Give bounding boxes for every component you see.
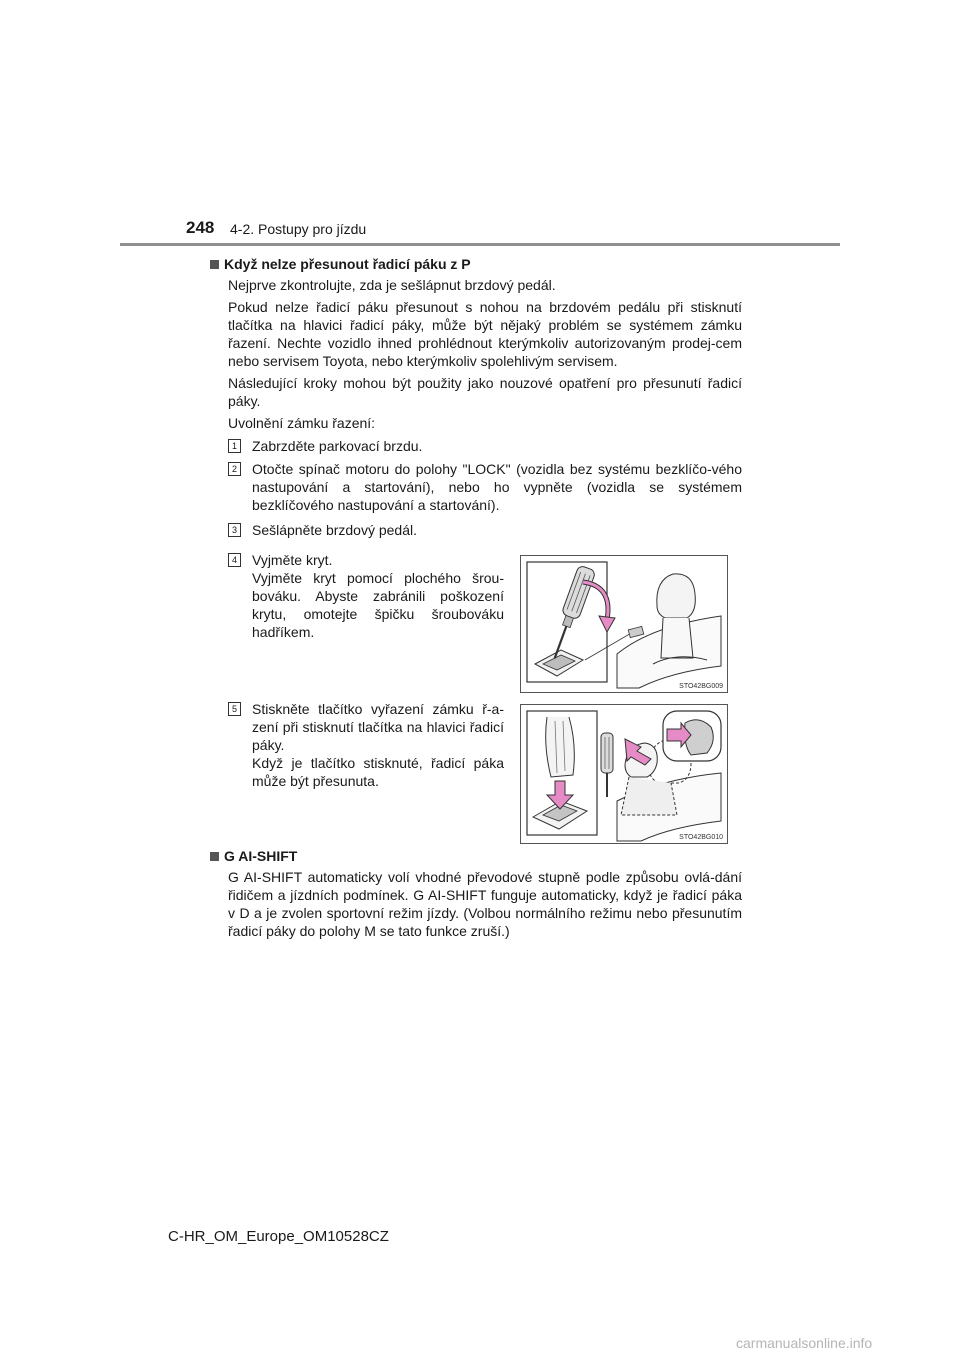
page-number: 248	[186, 218, 215, 237]
section-heading-text: G AI-SHIFT	[224, 848, 298, 864]
step-number: 3	[228, 523, 241, 537]
paragraph: Pokud nelze řadicí páku přesunout s nohou na brzdovém pedálu při stisknutí tlačítka na hlavici řadicí páky, může být nějaký problém se systémem zámku řazení. Nechte vozidlo ihned prohlédnout kterýmkoliv autorizovaným prodej-cem nebo servisem Toyota, nebo kterýmkoliv spolehlivým servisem.	[228, 299, 742, 369]
section-title: 4-2. Postupy pro jízdu	[230, 221, 367, 237]
figure-code: STO42BG009	[679, 683, 723, 690]
section-heading-shift-lock	[210, 256, 471, 272]
step-number: 4	[228, 553, 241, 567]
paragraph: Uvolnění zámku řazení:	[228, 415, 376, 431]
square-bullet-icon	[210, 260, 219, 269]
figure-shift-lock-release	[520, 704, 728, 844]
section-heading-text: Když nelze přesunout řadicí páku z P	[224, 256, 471, 272]
step-text: Vyjměte kryt. Vyjměte kryt pomocí plochého šrou-bováku. Abyste zabránili poškození krytu, omotejte špičku šroubováku hadříkem.	[252, 552, 504, 640]
square-bullet-icon	[210, 852, 219, 861]
document-id: C-HR_OM_Europe_OM10528CZ	[168, 1228, 389, 1245]
paragraph: G AI-SHIFT automaticky volí vhodné převodové stupně podle způsobu ovlá-dání řidičem a jízdních podmínek. G AI-SHIFT funguje automaticky, když je řadicí páka v D a je zvolen sportovní režim jízdy. (Volbou normálního režimu nebo přesunutím řadicí páky do polohy M se tato funkce zruší.)	[228, 869, 742, 939]
step-number: 1	[228, 439, 241, 453]
figure-code: STO42BG010	[679, 834, 723, 841]
shift-lock-release-illustration	[521, 705, 727, 843]
header-divider	[120, 243, 840, 246]
step-text: Zabrzděte parkovací brzdu.	[252, 438, 423, 454]
step-text: Sešlápněte brzdový pedál.	[252, 522, 417, 538]
step-number: 5	[228, 702, 241, 716]
watermark-text: carmanualsonline.info	[736, 1335, 873, 1351]
screwdriver-cover-illustration	[521, 556, 727, 692]
figure-remove-cover	[520, 555, 728, 693]
paragraph: Následující kroky mohou být použity jako nouzové opatření pro přesunutí řadicí páky.	[228, 375, 742, 409]
step-text: Otočte spínač motoru do polohy "LOCK" (vozidla bez systému bezklíčo-vého nastupování a startování), nebo ho vypněte (vozidla se systémem bezklíčového nastupování a startování).	[252, 461, 742, 513]
step-text: Stiskněte tlačítko vyřazení zámku ř-a-zení při stisknutí tlačítka na hlavici řadicí páky. Když je tlačítko stisknuté, řadicí páka může být přesunuta.	[252, 701, 504, 789]
paragraph: Nejprve zkontrolujte, zda je sešlápnut brzdový pedál.	[228, 277, 556, 293]
step-number: 2	[228, 462, 241, 476]
section-heading-ai-shift	[210, 848, 297, 864]
